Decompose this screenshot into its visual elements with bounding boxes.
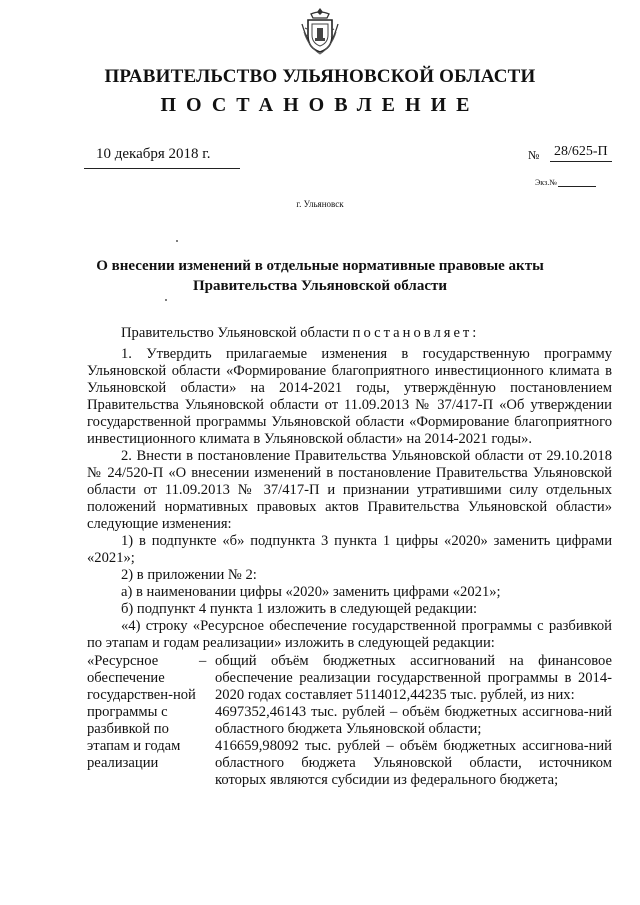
- document-date: 10 декабря 2018 г.: [96, 146, 211, 162]
- document-number: 28/625-П: [550, 144, 612, 162]
- copy-label: Экз.№: [535, 178, 557, 187]
- title-line-1: О внесении изменений в отдельные нормативные правовые акты: [96, 258, 544, 274]
- resource-row-label: «Ресурсное обеспечение государствен-ной программы с разбивкой по этапам и годам реализации: [87, 653, 196, 771]
- ulyanovsk-coat-of-arms-icon: [300, 6, 340, 58]
- document-body: [87, 325, 612, 789]
- copy-number: [535, 178, 596, 187]
- resource-row-dash: –: [199, 653, 207, 669]
- resource-table-row: [87, 653, 612, 789]
- scan-speck: [176, 240, 178, 242]
- paragraph-2: 2. Внести в постановление Правительства Ульяновской области от 29.10.2018 № 24/520-П «О внесении изменений в постановление Правительства Ульяновской области от 11.09.2013 № 37/417-П и признании утратившими силу отдельных положений нормативных правовых актов Правительства Ульяновской области» следующие изменения:: [87, 448, 612, 532]
- resource-line: общий объём бюджетных ассигнований на финансовое обеспечение реализации государственной программы в 2014-2020 годах составляет 5114012,44235 тыс. рублей, из них:: [215, 653, 612, 703]
- scan-speck: [165, 299, 167, 301]
- paragraph-5: а) в наименовании цифры «2020» заменить цифрами «2021»;: [121, 584, 501, 600]
- date-underline: [84, 168, 240, 169]
- city: г. Ульяновск: [296, 199, 344, 209]
- paragraph-7: «4) строку «Ресурсное обеспечение государственной программы с разбивкой по этапам и годам реализации» изложить в следующей редакции:: [87, 618, 612, 651]
- copy-number-line: [558, 186, 596, 187]
- resource-line: 4697352,46143 тыс. рублей – объём бюджетных ассигнова-ний областного бюджета Ульяновской области;: [215, 704, 612, 737]
- document-type: ПОСТАНОВЛЕНИЕ: [160, 94, 480, 116]
- intro-paragraph: Правительство Ульяновской области постановляет:: [121, 325, 480, 341]
- title-line-2: Правительства Ульяновской области: [192, 278, 448, 294]
- paragraph-1: 1. Утвердить прилагаемые изменения в государственную программу Ульяновской области «Формирование благоприятного инвестиционного климата в Ульяновской области» на 2014-2021 годы, утверждённую постановлением Правительства Ульяновской области от 11.09.2013 № 37/417-П «Об утверждении государственной программы Ульяновской области «Формирование благоприятного инвестиционного климата в Ульяновской области» на 2014-2021 годы».: [87, 346, 612, 447]
- number-sign: №: [528, 148, 540, 162]
- document-title: [40, 256, 600, 296]
- resource-row-content: [215, 653, 612, 789]
- paragraph-3: 1) в подпункте «б» подпункта 3 пункта 1 цифры «2020» заменить цифрами «2021»;: [87, 533, 612, 566]
- resource-line: 416659,98092 тыс. рублей – объём бюджетных ассигнова-ний областного бюджета Ульяновской области, источником которых являются субсидии из федерального бюджета;: [215, 738, 612, 788]
- paragraph-6: б) подпункт 4 пункта 1 изложить в следующей редакции:: [121, 601, 478, 617]
- paragraph-4: 2) в приложении № 2:: [121, 567, 257, 583]
- government-name: ПРАВИТЕЛЬСТВО УЛЬЯНОВСКОЙ ОБЛАСТИ: [104, 66, 536, 87]
